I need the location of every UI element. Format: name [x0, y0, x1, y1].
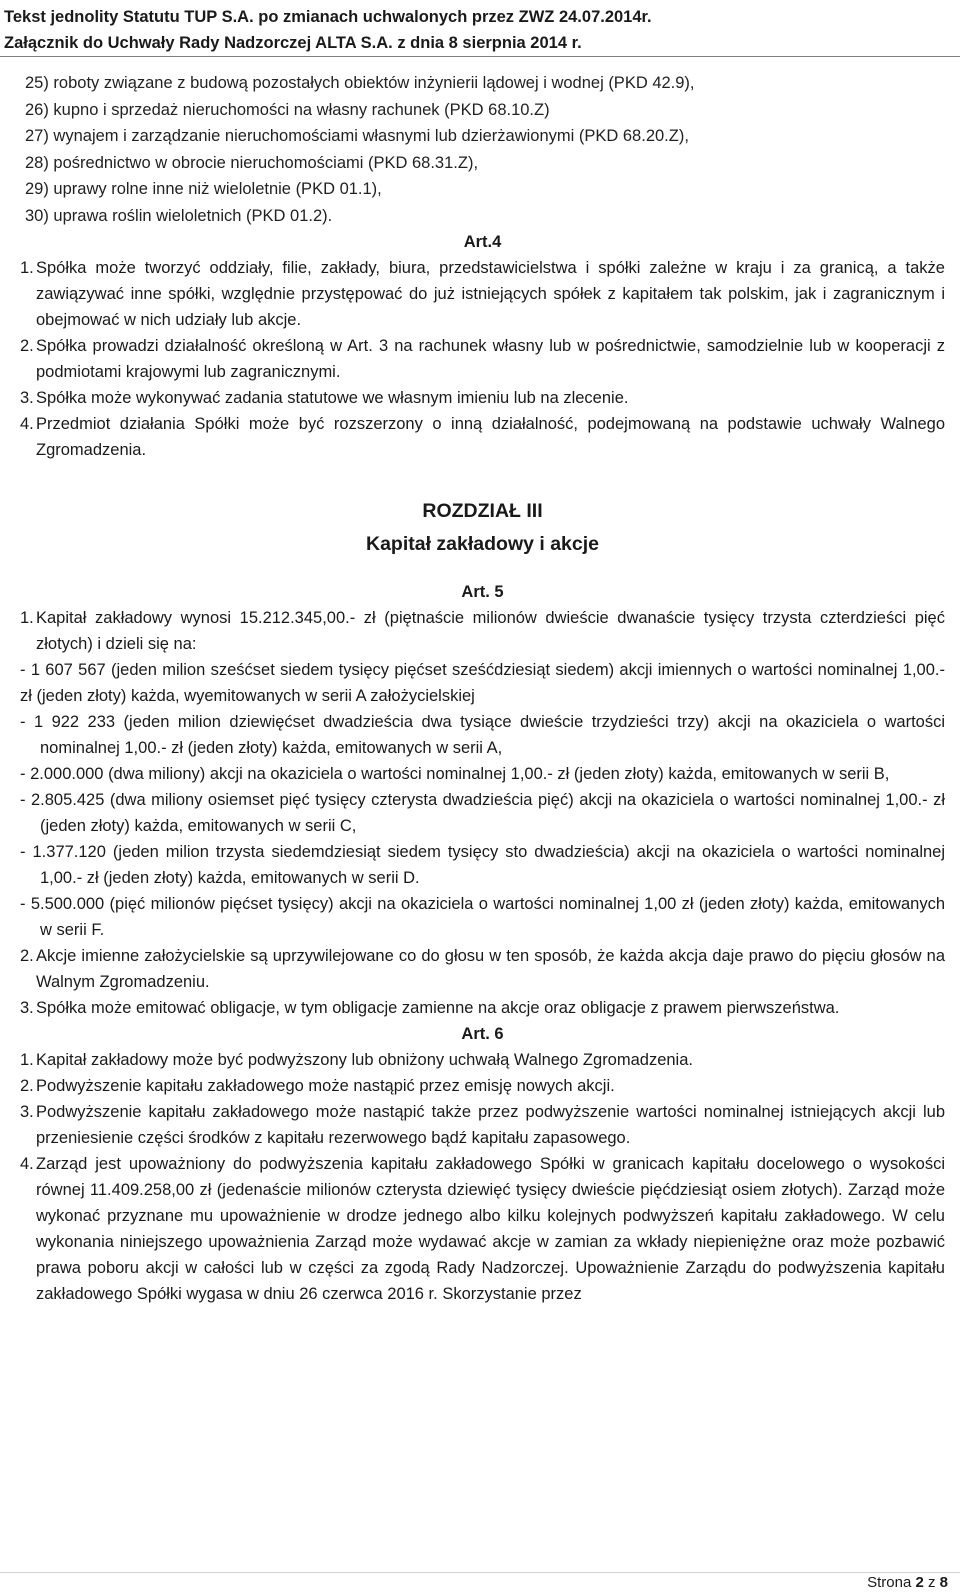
pkd-item: 25) roboty związane z budową pozostałych obiektów inżynierii lądowej i wodnej (PKD 42.9), — [25, 74, 695, 92]
item-number: 4. — [20, 1155, 34, 1173]
chapter-subtitle: Kapitał zakładowy i akcje — [365, 533, 600, 555]
header-divider — [0, 56, 960, 57]
list-item — [20, 1151, 945, 1307]
item-text: Kapitał zakładowy może być podwyższony lub obniżony uchwałą Walnego Zgromadzenia. — [36, 1051, 693, 1069]
list-item — [20, 411, 945, 463]
pkd-item: 26) kupno i sprzedaż nieruchomości na własny rachunek (PKD 68.10.Z) — [25, 100, 550, 119]
share-series-item — [20, 709, 945, 761]
item-number: 2. — [20, 337, 34, 355]
series-text: - 2.805.425 (dwa miliony osiemset pięć tysięcy czterysta dwadzieścia pięć) akcji na okaziciela o wartości nominalnej 1,00.- zł (jeden złoty) każda, emitowanych w serii C, — [20, 791, 945, 835]
item-text: Zarząd jest upoważniony do podwyższenia kapitału zakładowego Spółki w granicach kapitału docelowego o wysokości równej 11.409.258,00 zł (jedenaście milionów czterysta dziewięć tysięcy dwieście pięćdziesiąt osiem złotych). Zarząd może wykonać przyznane mu upoważnienie w drodze jednego albo kilku kolejnych podwyższeń kapitału zakładowego. W celu wykonania niniejszego upoważnienia Zarząd może wydawać akcje w zamian za wkłady niepieniężne oraz może pozbawić prawa poboru akcji w całości lub w części za zgodą Rady Nadzorczej. Upoważnienie Zarządu do podwyższenia kapitału zakładowego Spółki wygasa w dniu 26 czerwca 2016 r. Skorzystanie przez — [36, 1155, 945, 1303]
item-number: 2. — [20, 1077, 34, 1095]
item-text: Kapitał zakładowy wynosi 15.212.345,00.- zł (piętnaście milionów dwieście dwanaście tysięcy trzysta czterdzieści pięć złotych) i dzieli się na: — [36, 609, 945, 653]
item-number: 2. — [20, 947, 34, 965]
article-6-heading: Art. 6 — [461, 1025, 504, 1043]
series-text: - 1 607 567 (jeden milion sześćset siedem tysięcy pięćset sześćdziesiąt siedem) akcji imiennych o wartości nominalnej 1,00.- zł (jeden złoty) każda, wyemitowanych w serii A założycielskiej — [20, 661, 945, 705]
list-item — [20, 605, 945, 657]
item-number: 3. — [20, 1103, 34, 1121]
item-text: Spółka może tworzyć oddziały, filie, zakłady, biura, przedstawicielstwa i spółki zależne w kraju i za granicą, a także zawiązywać inne spółki, względnie przystępować do już istniejących spółek z kapitałem tak polskim, jak i zagranicznym i obejmować w nich udziały lub akcje. — [36, 259, 945, 329]
item-text: Podwyższenie kapitału zakładowego może nastąpić także przez podwyższenie wartości nominalnej istniejących akcji lub przeniesienie części środków z kapitału rezerwowego bądź kapitału zapasowego. — [36, 1103, 945, 1147]
article-4-list — [20, 255, 945, 463]
list-item — [20, 255, 945, 333]
item-text: Akcje imienne założycielskie są uprzywilejowane co do głosu w ten sposób, że każda akcja daje prawo do pięciu głosów na Walnym Zgromadzeniu. — [36, 947, 945, 991]
page-total: 8 — [939, 1574, 948, 1591]
pkd-item: 30) uprawa roślin wieloletnich (PKD 01.2). — [25, 206, 333, 225]
article-6-list — [20, 1047, 945, 1307]
share-series-list — [20, 657, 945, 943]
document-body — [20, 70, 945, 1307]
page-label: Strona — [867, 1574, 912, 1591]
item-text: Spółka może wykonywać zadania statutowe we własnym imieniu lub na zlecenie. — [36, 389, 629, 407]
share-series-item — [20, 657, 945, 709]
list-item — [20, 1099, 945, 1151]
page-sep: z — [927, 1574, 936, 1591]
list-item — [20, 1073, 945, 1099]
page-current: 2 — [915, 1574, 924, 1591]
list-item — [20, 1047, 945, 1073]
header-line-2: Załącznik do Uchwały Rady Nadzorczej ALTA S.A. z dnia 8 sierpnia 2014 r. — [4, 34, 582, 52]
item-number: 3. — [20, 389, 34, 407]
pkd-item: 29) uprawy rolne inne niż wieloletnie (PKD 01.1), — [25, 180, 382, 198]
pkd-item: 28) pośrednictwo w obrocie nieruchomościami (PKD 68.31.Z), — [25, 153, 479, 172]
item-number: 1. — [20, 1051, 34, 1069]
page-header — [0, 4, 960, 56]
list-item — [20, 333, 945, 385]
item-number: 3. — [20, 999, 34, 1017]
list-item — [20, 385, 945, 411]
item-number: 1. — [20, 609, 34, 627]
share-series-item — [20, 839, 945, 891]
share-series-item — [20, 787, 945, 839]
pkd-list — [20, 70, 945, 229]
article-5-heading: Art. 5 — [461, 583, 504, 601]
footer-divider — [0, 1572, 960, 1573]
item-text: Spółka może emitować obligacje, w tym obligacje zamienne na akcje oraz obligacje z prawem pierwszeństwa. — [36, 999, 840, 1017]
list-item — [20, 995, 945, 1021]
item-text: Podwyższenie kapitału zakładowego może nastąpić przez emisję nowych akcji. — [36, 1077, 615, 1095]
series-text: - 1.377.120 (jeden milion trzysta siedemdziesiąt siedem tysięcy sto dwadzieścia) akcji na okaziciela o wartości nominalnej 1,00.- zł (jeden złoty) każda, emitowanych w serii D. — [20, 843, 945, 887]
share-series-item — [20, 891, 945, 943]
article-4-heading: Art.4 — [463, 233, 502, 251]
header-line-1: Tekst jednolity Statutu TUP S.A. po zmianach uchwalonych przez ZWZ 24.07.2014r. — [4, 8, 652, 26]
item-number: 4. — [20, 415, 34, 433]
series-text: - 5.500.000 (pięć milionów pięćset tysięcy) akcji na okaziciela o wartości nominalnej 1,00 zł (jeden złoty) każda, emitowanych w serii F. — [20, 895, 945, 939]
share-series-item — [20, 761, 945, 787]
page-number — [867, 1574, 948, 1591]
item-number: 1. — [20, 259, 34, 277]
pkd-item: 27) wynajem i zarządzanie nieruchomościami własnymi lub dzierżawionymi (PKD 68.20.Z), — [25, 127, 689, 145]
chapter-title: ROZDZIAŁ III — [422, 500, 543, 522]
series-text: - 1 922 233 (jeden milion dziewięćset dwadzieścia dwa tysiące dwieście trzydzieści trzy) akcji na okaziciela o wartości nominalnej 1,00.- zł (jeden złoty) każda, emitowanych w serii A, — [20, 713, 945, 757]
item-text: Przedmiot działania Spółki może być rozszerzony o inną działalność, podejmowaną na podstawie uchwały Walnego Zgromadzenia. — [36, 415, 945, 459]
item-text: Spółka prowadzi działalność określoną w Art. 3 na rachunek własny lub w pośrednictwie, samodzielnie lub w kooperacji z podmiotami krajowymi lub zagranicznymi. — [36, 337, 945, 381]
list-item — [20, 943, 945, 995]
series-text: - 2.000.000 (dwa miliony) akcji na okaziciela o wartości nominalnej 1,00.- zł (jeden złoty) każda, emitowanych w serii B, — [20, 765, 890, 783]
